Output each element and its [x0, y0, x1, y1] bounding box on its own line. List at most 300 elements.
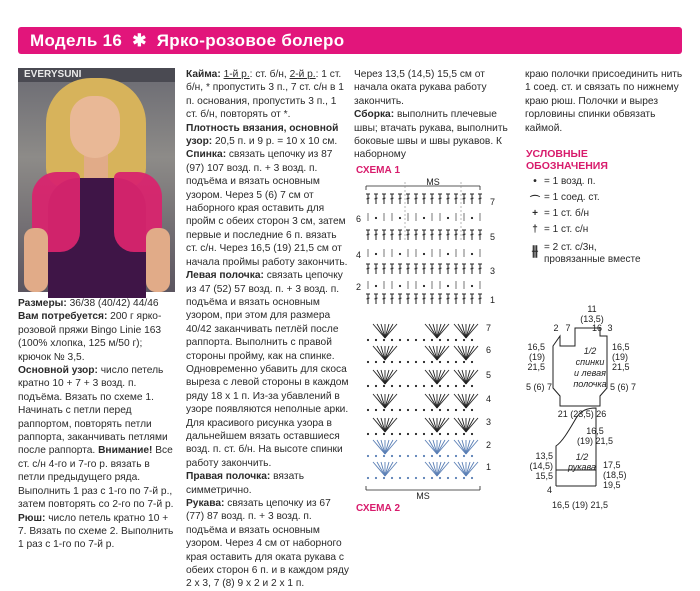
- chain-mark: [367, 339, 369, 341]
- chain-mark: [447, 217, 449, 219]
- schema-2-row-numbers: [486, 323, 491, 472]
- stitch-mark: [439, 198, 442, 199]
- stitch-mark: [383, 234, 386, 235]
- pattern-sleeve-label-1: 1/2: [575, 452, 589, 462]
- stitch-mark: [471, 298, 474, 299]
- stitch-mark: [429, 370, 437, 384]
- right-front-label: Правая полочка:: [186, 471, 271, 483]
- chain-mark: [415, 433, 417, 435]
- chain-mark: [415, 455, 417, 457]
- stitch-mark: [466, 418, 478, 432]
- stitch-mark: [385, 462, 397, 476]
- schema-2-stitches: [367, 324, 478, 479]
- need-label: Вам потребуется:: [18, 311, 108, 323]
- stitch-mark: [385, 418, 397, 432]
- stitch-mark: [385, 370, 393, 384]
- stitch-mark: [455, 234, 458, 235]
- stitch-mark: [385, 394, 389, 408]
- chain-mark: [447, 339, 449, 341]
- stitch-mark: [437, 324, 441, 338]
- chain-mark: [415, 477, 417, 479]
- stitch-mark: [377, 394, 385, 408]
- stitch-mark: [433, 440, 437, 454]
- chain-mark: [431, 361, 433, 363]
- stitch-mark: [466, 440, 470, 454]
- chain-mark: [415, 361, 417, 363]
- schema-1-row-5: 5: [490, 232, 496, 242]
- chain-mark: [423, 385, 425, 387]
- schema-1-ms-bracket: [366, 177, 480, 240]
- back-value: связать цепочку из 87 (97) 107 возд. п. + 3 возд. п. подъёма и вязать основным узором. Через 5 (6) 7 см от наборного края оставить для пройм с обеих сторон 3 см, затем первые и последние 6 п. вязать ст. с/н. Через 16,5 (19) 21,5 см от начала проймы работу закончить.: [186, 149, 348, 268]
- sleeve-dim-top2: (19) 21,5: [576, 436, 614, 446]
- dim-left-h1: 16,5: [527, 342, 545, 352]
- chain-mark: [471, 361, 473, 363]
- chain-mark: [399, 455, 401, 457]
- stitch-mark: [454, 370, 466, 384]
- need-value: 200 г ярко-розовой пряжи Bingo Linie 163 (100% хлопка, 125 м/50 г); крючок № 3,5.: [18, 311, 162, 363]
- attention-value: Все ст. с/н 4-го и 7-го р. вязать в петли предыдущего ряда. Выполнить 1 раз с 1-го по 7-й р., затем повторять со 2-го по 7-й р.: [18, 445, 174, 511]
- dim-left-h3: 21,5: [527, 362, 545, 372]
- chain-mark: [431, 433, 433, 435]
- stitch-mark: [458, 462, 466, 476]
- chain-mark: [399, 477, 401, 479]
- stitch-mark: [385, 324, 393, 338]
- dim-right-h2: (19): [612, 352, 629, 362]
- schema-2-title: СХЕМА 2: [356, 503, 401, 514]
- stitch-mark: [437, 394, 445, 408]
- stitch-mark: [373, 462, 385, 476]
- stitch-mark: [375, 268, 378, 269]
- left-front-paragraph: [186, 269, 349, 470]
- schema-1-title: СХЕМА 1: [356, 165, 401, 176]
- stitch-mark: [381, 418, 385, 432]
- stitch-mark: [447, 198, 450, 199]
- right-front-paragraph: [186, 470, 349, 497]
- chain-mark: [391, 385, 393, 387]
- chain-mark: [447, 285, 449, 287]
- stitch-mark: [399, 198, 402, 199]
- chain-mark: [423, 477, 425, 479]
- chain-mark: [447, 385, 449, 387]
- stitch-mark: [429, 418, 437, 432]
- kaima-row2-text: : 1 ст. б/н, * пропустить 3 п., 7 ст. с/н в 1 п. основания, пропустить 3 п., 1 ст. б/н, повторять от *.: [186, 69, 344, 121]
- schema-1-ms-label: MS: [426, 177, 440, 187]
- stitch-mark: [375, 234, 378, 235]
- dim-left-h2: (19): [528, 352, 545, 362]
- chain-mark: [423, 455, 425, 457]
- stitch-mark: [373, 418, 385, 432]
- stitch-mark: [466, 394, 470, 408]
- chain-mark: [447, 433, 449, 435]
- single-crochet-icon: +: [532, 208, 538, 219]
- stitch-mark: [391, 198, 394, 199]
- stitch-mark: [407, 298, 410, 299]
- stitch-mark: [437, 370, 445, 384]
- chain-mark: [455, 477, 457, 479]
- sleeve-dim-right3: 19,5: [603, 480, 621, 490]
- photo-sign: EVERYSUNI: [18, 68, 175, 82]
- sleeve-dim-left1: 13,5: [535, 451, 553, 461]
- schema-2-ms-label: MS: [416, 491, 430, 501]
- density-paragraph: [186, 122, 349, 149]
- schema-2-row-6: 6: [486, 345, 492, 355]
- stitch-mark: [391, 234, 394, 235]
- stitch-mark: [425, 370, 437, 384]
- stitch-mark: [431, 234, 434, 235]
- stitch-mark: [458, 370, 466, 384]
- sleeve-end-paragraph: Через 13,5 (14,5) 15,5 см от начала оката рукава работу закончить.: [354, 69, 487, 107]
- chain-mark: [399, 217, 401, 219]
- stitch-mark: [466, 346, 470, 360]
- stitch-mark: [463, 268, 466, 269]
- stitch-mark: [471, 198, 474, 199]
- chain-mark: [439, 455, 441, 457]
- legend-item-cluster: ⫵ = 2 ст. с/3н, провязанные вместе: [526, 242, 654, 266]
- assembly-label: Сборка:: [354, 109, 395, 121]
- chain-mark: [439, 385, 441, 387]
- stitch-mark: [437, 440, 441, 454]
- stitch-mark: [407, 268, 410, 269]
- dim-top-total-2: (13,5): [580, 314, 604, 324]
- stitch-mark: [385, 370, 389, 384]
- kaima-paragraph: [186, 68, 349, 122]
- chain-mark: [431, 339, 433, 341]
- dim-top-right: 3: [607, 323, 613, 333]
- back-paragraph: [186, 148, 349, 269]
- stitch-mark: [471, 234, 474, 235]
- attention-label: Внимание!: [98, 445, 153, 457]
- stitch-mark: [462, 370, 466, 384]
- stitch-mark: [466, 370, 478, 384]
- chain-mark: [415, 339, 417, 341]
- chain-mark: [447, 253, 449, 255]
- stitch-mark: [375, 298, 378, 299]
- chain-mark: [367, 385, 369, 387]
- chain-mark: [431, 409, 433, 411]
- stitch-mark: [399, 268, 402, 269]
- chain-mark: [375, 455, 377, 457]
- chain-mark: [455, 455, 457, 457]
- sizes-value: 36/38 (40/42) 44/46: [66, 298, 159, 309]
- stitch-mark: [381, 324, 385, 338]
- stitch-mark: [437, 418, 445, 432]
- sleeve-dim-right1: 17,5: [603, 460, 621, 470]
- stitch-mark: [454, 346, 466, 360]
- stitch-mark: [423, 198, 426, 199]
- text-column-3: [354, 68, 517, 162]
- chain-mark: [471, 217, 473, 219]
- stitch-mark: [367, 298, 370, 299]
- chain-mark: [423, 433, 425, 435]
- stitch-mark: [407, 234, 410, 235]
- stitch-mark: [463, 298, 466, 299]
- schema-1-row-6: 6: [356, 214, 362, 224]
- kaima-row1-text: : ст. б/н,: [249, 69, 290, 80]
- stitch-mark: [437, 394, 441, 408]
- stitch-mark: [385, 462, 389, 476]
- chain-mark: [431, 477, 433, 479]
- chain-mark: [399, 385, 401, 387]
- text-column-1: [18, 297, 176, 552]
- stitch-mark: [471, 268, 474, 269]
- stitch-mark: [433, 346, 437, 360]
- stitch-mark: [429, 346, 437, 360]
- stitch-mark: [454, 440, 466, 454]
- chain-mark: [375, 477, 377, 479]
- chain-mark: [431, 455, 433, 457]
- chain-mark: [407, 385, 409, 387]
- schema-2-row-1: 1: [486, 462, 492, 472]
- chain-stitch-icon: •: [533, 176, 537, 187]
- chain-mark: [375, 361, 377, 363]
- chain-mark: [471, 253, 473, 255]
- stitch-mark: [415, 268, 418, 269]
- stitch-mark: [455, 268, 458, 269]
- stitch-mark: [463, 198, 466, 199]
- schema-2-ms-bracket: [366, 486, 480, 501]
- stitch-mark: [423, 298, 426, 299]
- stitch-mark: [447, 298, 450, 299]
- stitch-mark: [381, 440, 385, 454]
- chain-mark: [399, 285, 401, 287]
- finishing-paragraph: краю полочки присоединить нить 1 соед. ст. и связать по нижнему краю рюш. Полочки и вырез горловины спинки обвязать каймой.: [525, 69, 683, 134]
- stitch-mark: [415, 298, 418, 299]
- left-front-value: связать цепочку из 47 (52) 57 возд. п. + 3 возд. п. подъёма и вязать основным узором, при этом для размера 40/42 заканчивать петлёй после раппорта. Выполнить с правой стороны пройму, как на спинке. Одновременно убавить для скоса выреза с левой стороны в каждом ряду 18 х 1 п. Из-за убавлений в узоре появляются неполные арки. Для красивого рисунка узора в дальнейшем вязать оставшиеся возд. п. ст. б/н. На высоте спинки работу закончить.: [186, 270, 349, 469]
- sleeve-dim-right2: (18,5): [603, 470, 627, 480]
- density-label: Плотность вязания, основной узор:: [186, 122, 339, 148]
- stitch-mark: [383, 268, 386, 269]
- stitch-mark: [479, 198, 482, 199]
- chain-mark: [423, 361, 425, 363]
- stitch-mark: [479, 234, 482, 235]
- pattern-back-label-1: 1/2: [583, 346, 597, 356]
- chain-mark: [407, 455, 409, 457]
- stitch-mark: [385, 324, 397, 338]
- stitch-mark: [439, 298, 442, 299]
- stitch-mark: [385, 440, 397, 454]
- stitch-mark: [466, 346, 474, 360]
- chain-mark: [455, 385, 457, 387]
- sleeve-paragraph: [186, 497, 349, 591]
- dim-right-h1: 16,5: [612, 342, 630, 352]
- chain-mark: [423, 217, 425, 219]
- pattern-back-label-2: спинки: [575, 357, 605, 367]
- stitch-mark: [466, 462, 474, 476]
- stitch-mark: [385, 346, 389, 360]
- schema-1-row-4: 4: [356, 250, 362, 260]
- stitch-mark: [458, 324, 466, 338]
- sleeve-label: Рукава:: [186, 498, 225, 509]
- need-paragraph: [18, 310, 176, 364]
- stitch-mark: [437, 462, 449, 476]
- chain-mark: [383, 409, 385, 411]
- dim-top-left: 2: [553, 323, 559, 333]
- rush-paragraph: [18, 512, 176, 552]
- stitch-mark: [423, 234, 426, 235]
- stitch-mark: [466, 440, 478, 454]
- model-number: Модель 16: [30, 31, 123, 50]
- sizes-paragraph: [18, 297, 176, 310]
- stitch-mark: [447, 268, 450, 269]
- rush-label: Рюш:: [18, 512, 46, 524]
- chain-mark: [399, 409, 401, 411]
- schema-2-row-3: 3: [486, 417, 492, 427]
- stitch-mark: [429, 324, 437, 338]
- stitch-mark: [429, 440, 437, 454]
- chain-mark: [375, 285, 377, 287]
- stitch-mark: [466, 324, 470, 338]
- stitch-mark: [437, 346, 449, 360]
- stitch-mark: [466, 370, 474, 384]
- stitch-mark: [458, 394, 466, 408]
- stitch-mark: [433, 370, 437, 384]
- sleeve-dim-small: 4: [546, 485, 552, 495]
- photo-face: [70, 96, 120, 158]
- chain-mark: [471, 455, 473, 457]
- chain-mark: [423, 253, 425, 255]
- chain-mark: [415, 409, 417, 411]
- dim-top-mid: 7: [565, 323, 571, 333]
- schema-2-row-5: 5: [486, 370, 492, 380]
- stitch-mark: [377, 418, 385, 432]
- main-pattern-paragraph: [18, 364, 176, 511]
- chain-mark: [471, 339, 473, 341]
- stitch-mark: [437, 440, 445, 454]
- stitch-mark: [425, 346, 437, 360]
- chain-mark: [439, 477, 441, 479]
- chain-mark: [407, 477, 409, 479]
- chain-mark: [463, 339, 465, 341]
- chain-mark: [375, 339, 377, 341]
- chain-mark: [375, 385, 377, 387]
- stitch-mark: [462, 462, 466, 476]
- chain-mark: [383, 339, 385, 341]
- sleeve-dim-bottom: 16,5 (19) 21,5: [551, 500, 609, 510]
- stitch-mark: [437, 370, 449, 384]
- stitch-mark: [431, 268, 434, 269]
- stitch-mark: [429, 394, 437, 408]
- stitch-mark: [437, 394, 449, 408]
- stitch-mark: [415, 234, 418, 235]
- stitch-mark: [377, 324, 385, 338]
- chain-mark: [447, 455, 449, 457]
- stitch-mark: [462, 418, 466, 432]
- dim-bottom: 21 (23,5) 26: [557, 409, 607, 419]
- chain-mark: [463, 361, 465, 363]
- stitch-mark: [463, 234, 466, 235]
- chain-mark: [375, 217, 377, 219]
- stitch-mark: [455, 298, 458, 299]
- rush-value: число петель кратно 10 + 7. Вязать по схеме 2. Выполнить 1 раз с 1-го по 7-й р.: [18, 512, 174, 551]
- stitch-mark: [466, 346, 478, 360]
- text-column-2: [186, 68, 349, 591]
- stitch-mark: [466, 394, 474, 408]
- sleeve-value: связать цепочку из 67 (77) 87 возд. п. + 3 возд. п. подъёма и вязать основным узором. Через 4 см от наборного края оставить для оката рукава с обеих сторон 6 п. и в каждом ряду 2 х 3, 7 (8) 9 х 2 и 2 х 1 п.: [186, 498, 349, 590]
- stitch-mark: [381, 462, 385, 476]
- chain-mark: [463, 409, 465, 411]
- schema-1-stitches: [366, 194, 482, 304]
- chain-mark: [391, 409, 393, 411]
- stitch-mark: [377, 440, 385, 454]
- legend-title: УСЛОВНЫЕ ОБОЗНАЧЕНИЯ: [526, 148, 608, 172]
- chain-mark: [391, 339, 393, 341]
- chain-mark: [391, 455, 393, 457]
- pattern-back-label-3: и левая: [574, 368, 606, 378]
- stitch-mark: [466, 394, 478, 408]
- chain-mark: [399, 339, 401, 341]
- chain-mark: [439, 433, 441, 435]
- stitch-mark: [425, 394, 437, 408]
- stitch-mark: [391, 268, 394, 269]
- chain-mark: [447, 477, 449, 479]
- stitch-mark: [377, 370, 385, 384]
- chain-mark: [463, 455, 465, 457]
- chain-mark: [391, 361, 393, 363]
- legend-item-sc: + = 1 ст. б/н: [526, 208, 589, 219]
- stitch-mark: [433, 418, 437, 432]
- stitch-mark: [381, 394, 385, 408]
- chain-mark: [471, 285, 473, 287]
- chain-mark: [471, 385, 473, 387]
- chain-mark: [471, 477, 473, 479]
- stitch-mark: [437, 462, 441, 476]
- chain-mark: [439, 409, 441, 411]
- stitch-mark: [391, 298, 394, 299]
- stitch-mark: [373, 440, 385, 454]
- schema-1-row-2: 2: [356, 282, 362, 292]
- stitch-mark: [385, 346, 393, 360]
- stitch-mark: [385, 440, 393, 454]
- pattern-back-label-4: полочка: [573, 379, 607, 389]
- chain-mark: [463, 433, 465, 435]
- stitch-mark: [439, 234, 442, 235]
- main-pattern-label: Основной узор:: [18, 365, 98, 377]
- photo-arm-right: [146, 228, 170, 292]
- schema-1-row-1: 1: [490, 295, 496, 305]
- kaima-label: Кайма:: [186, 69, 221, 80]
- kaima-row2-label: 2-й р.: [289, 69, 316, 80]
- chain-mark: [383, 385, 385, 387]
- back-label: Спинка:: [186, 149, 227, 161]
- stitch-mark: [466, 324, 478, 338]
- chain-mark: [367, 433, 369, 435]
- schema-2-row-2: 2: [486, 440, 492, 450]
- stitch-mark: [437, 440, 449, 454]
- stitch-mark: [425, 324, 437, 338]
- legend-item-chain: • = 1 возд. п.: [526, 176, 596, 187]
- star-icon: ✱: [132, 31, 147, 50]
- schema-1-row-3: 3: [490, 266, 496, 276]
- chain-mark: [423, 339, 425, 341]
- stitch-mark: [381, 346, 385, 360]
- pattern-sleeve-label-2: рукава: [568, 462, 596, 472]
- model-photo: [18, 68, 175, 292]
- chain-mark: [447, 409, 449, 411]
- stitch-mark: [454, 418, 466, 432]
- stitch-mark: [385, 462, 393, 476]
- stitch-mark: [433, 462, 437, 476]
- chain-mark: [407, 433, 409, 435]
- stitch-mark: [437, 462, 445, 476]
- stitch-mark: [466, 324, 474, 338]
- schema-2-row-4: 4: [486, 394, 492, 404]
- stitch-mark: [385, 394, 393, 408]
- stitch-mark: [373, 370, 385, 384]
- left-front-label: Левая полочка:: [186, 270, 264, 282]
- stitch-mark: [437, 324, 449, 338]
- chain-mark: [367, 361, 369, 363]
- assembly-value: выполнить плечевые швы; втачать рукава, выполнить боковые швы и швы рукавов. К наборному: [354, 109, 508, 161]
